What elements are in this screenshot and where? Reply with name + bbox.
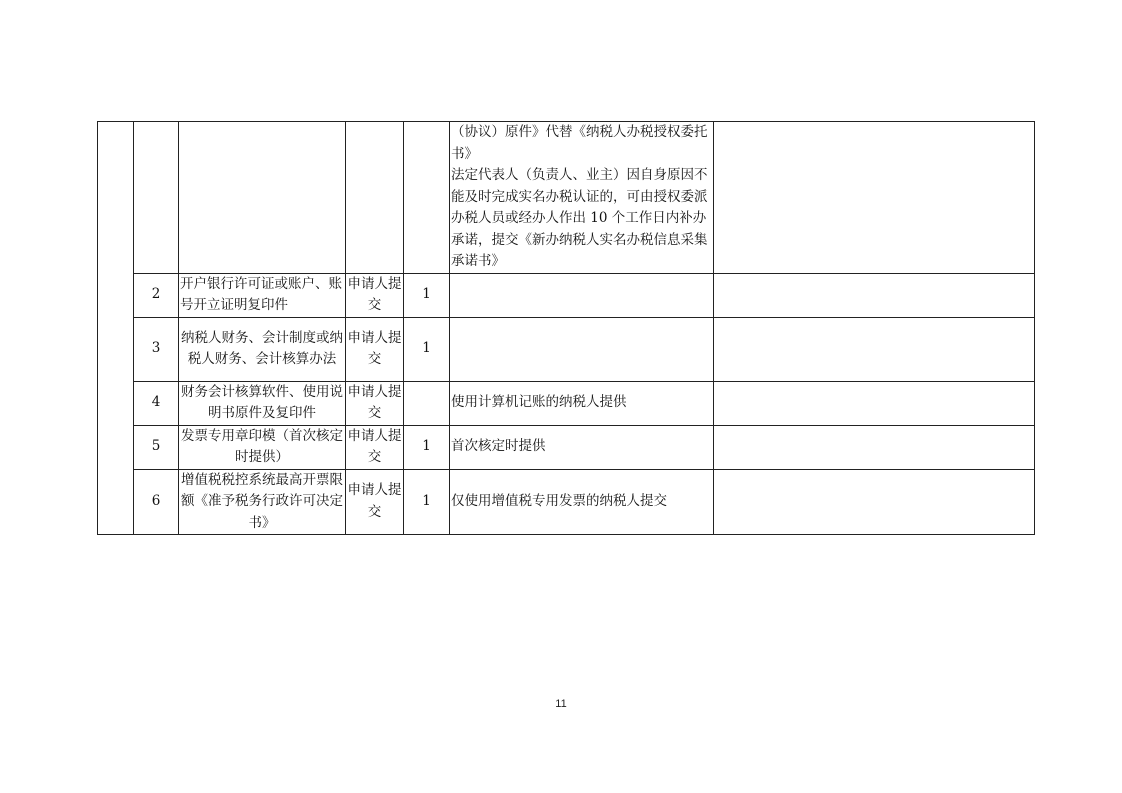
qty-cell: 1 xyxy=(404,469,450,535)
source-cell: 申请人提交 xyxy=(346,317,404,381)
remark-cell xyxy=(714,273,1035,317)
source-cell: 申请人提交 xyxy=(346,425,404,469)
source-cell: 申请人提交 xyxy=(346,381,404,425)
remark-cell xyxy=(714,381,1035,425)
qty-cell: 1 xyxy=(404,273,450,317)
name-cell: 增值税税控系统最高开票限额《准予税务行政许可决定书》 xyxy=(179,469,346,535)
qty-cell: 1 xyxy=(404,425,450,469)
table-row xyxy=(98,425,1035,469)
note-cell xyxy=(450,273,714,317)
name-cell: 发票专用章印模（首次核定时提供） xyxy=(179,425,346,469)
num-cell: 5 xyxy=(134,425,179,469)
table-row xyxy=(98,273,1035,317)
note-line: 承诺，提交《新办纳税人实名办税信息采集 xyxy=(451,231,708,248)
note-line: 能及时完成实名办税认证的，可由授权委派 xyxy=(451,188,708,205)
table-row xyxy=(98,317,1035,381)
table-row-continued xyxy=(98,122,1035,274)
note-cell xyxy=(450,317,714,381)
name-cell: 财务会计核算软件、使用说明书原件及复印件 xyxy=(179,381,346,425)
num-cell: 2 xyxy=(134,273,179,317)
remark-cell xyxy=(714,425,1035,469)
qty-cell xyxy=(404,122,450,274)
num-cell: 3 xyxy=(134,317,179,381)
note-line: 书》 xyxy=(451,145,478,162)
remark-cell xyxy=(714,122,1035,274)
name-cell: 开户银行许可证或账户、账号开立证明复印件 xyxy=(179,273,346,317)
note-cell: 使用计算机记账的纳税人提供 xyxy=(450,381,714,425)
source-cell: 申请人提交 xyxy=(346,469,404,535)
page-number: 11 xyxy=(555,698,567,710)
table-row xyxy=(98,381,1035,425)
category-cell xyxy=(98,122,134,535)
num-cell: 4 xyxy=(134,381,179,425)
source-cell xyxy=(346,122,404,274)
name-cell: 纳税人财务、会计制度或纳税人财务、会计核算办法 xyxy=(179,317,346,381)
qty-cell xyxy=(404,381,450,425)
note-line: 法定代表人（负责人、业主）因自身原因不 xyxy=(451,167,708,183)
remark-cell xyxy=(714,469,1035,535)
name-cell xyxy=(179,122,346,274)
source-cell: 申请人提交 xyxy=(346,273,404,317)
num-cell: 6 xyxy=(134,469,179,535)
note-cell: 首次核定时提供 xyxy=(450,425,714,469)
note-cell: 仅使用增值税专用发票的纳税人提交 xyxy=(450,469,714,535)
note-line: 办税人员或经办人作出 10 个工作日内补办 xyxy=(451,210,707,226)
note-cell xyxy=(450,122,714,274)
remark-cell xyxy=(714,317,1035,381)
num-cell xyxy=(134,122,179,274)
note-line: （协议）原件》代替《纳税人办税授权委托 xyxy=(451,124,708,140)
qty-cell: 1 xyxy=(404,317,450,381)
note-line: 承诺书》 xyxy=(451,253,505,269)
materials-table xyxy=(97,121,1035,535)
table-row xyxy=(98,469,1035,535)
